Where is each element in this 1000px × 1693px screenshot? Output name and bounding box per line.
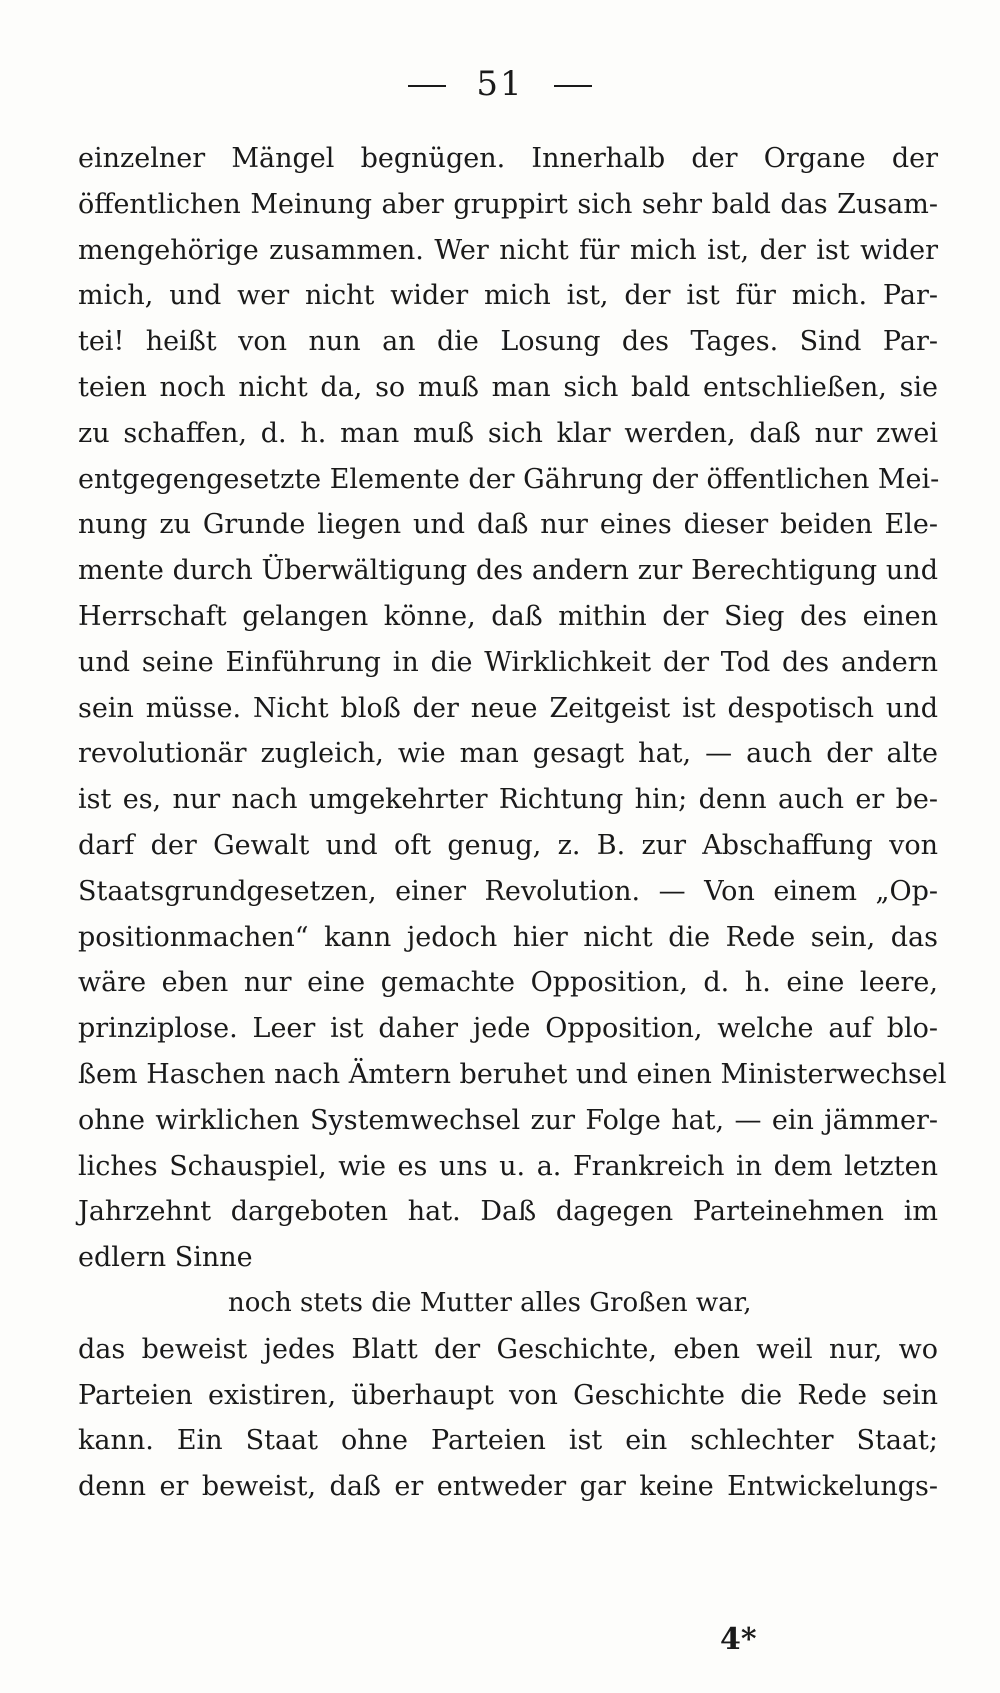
verse-quote: noch stets die Mutter alles Großen war, xyxy=(228,1287,752,1318)
text-line: zu schaffen, d. h. man muß sich klar werden, daß nur zwei xyxy=(78,417,938,449)
text-line: und seine Einführung in die Wirklichkeit der Tod des andern xyxy=(78,646,938,678)
left-dash xyxy=(408,85,446,87)
text-line: das beweist jedes Blatt der Geschichte, eben weil nur, wo xyxy=(78,1333,938,1365)
text-line: tei! heißt von nun an die Losung des Tages. Sind Par- xyxy=(78,326,938,358)
text-line: sein müsse. Nicht bloß der neue Zeitgeist ist despotisch und xyxy=(78,692,938,724)
text-line: kann. Ein Staat ohne Parteien ist ein schlechter Staat; xyxy=(78,1425,938,1457)
signature-mark: 4* xyxy=(720,1622,757,1657)
text-line: edlern Sinne xyxy=(78,1242,253,1274)
page-number: 51 xyxy=(476,64,524,104)
text-line: ist es, nur nach umgekehrter Richtung hin; denn auch er be- xyxy=(78,784,938,816)
text-line: Jahrzehnt dargeboten hat. Daß dagegen Parteinehmen im xyxy=(78,1196,938,1228)
text-line: mich, und wer nicht wider mich ist, der ist für mich. Par- xyxy=(78,280,938,312)
text-line: Herrschaft gelangen könne, daß mithin der Sieg des einen xyxy=(78,600,938,632)
text-line: denn er beweist, daß er entweder gar keine Entwickelungs- xyxy=(78,1471,938,1503)
text-line: öffentlichen Meinung aber gruppirt sich sehr bald das Zusam- xyxy=(78,188,938,220)
text-line: einzelner Mängel begnügen. Innerhalb der Organe der xyxy=(78,143,938,174)
text-line: Parteien existiren, überhaupt von Geschichte die Rede sein xyxy=(78,1379,938,1411)
text-line: liches Schauspiel, wie es uns u. a. Frankreich in dem letzten xyxy=(78,1150,938,1182)
text-line: ßem Haschen nach Ämtern beruhet und einen Ministerwechsel xyxy=(78,1058,947,1090)
text-line: nung zu Grunde liegen und daß nur eines dieser beiden Ele- xyxy=(78,509,938,541)
text-line: ohne wirklichen Systemwechsel zur Folge hat, — ein jämmer- xyxy=(78,1104,938,1136)
body-text xyxy=(78,136,947,1510)
text-line: Staatsgrundgesetzen, einer Revolution. — Von einem „Op- xyxy=(78,875,938,907)
text-line: mente durch Überwältigung des andern zur Berechtigung und xyxy=(78,555,938,587)
text-line: positionmachen“ kann jedoch hier nicht die Rede sein, das xyxy=(78,921,938,953)
text-line: wäre eben nur eine gemachte Opposition, d. h. eine leere, xyxy=(78,967,938,999)
text-line: prinziplose. Leer ist daher jede Opposition, welche auf blo- xyxy=(78,1013,938,1045)
page-header xyxy=(0,64,1000,104)
text-line: revolutionär zugleich, wie man gesagt hat, — auch der alte xyxy=(78,738,938,770)
text-line: darf der Gewalt und oft genug, z. B. zur Abschaffung von xyxy=(78,829,938,861)
text-line: mengehörige zusammen. Wer nicht für mich ist, der ist wider xyxy=(78,234,938,266)
right-dash xyxy=(554,85,592,87)
text-line: teien noch nicht da, so muß man sich bald entschließen, sie xyxy=(78,371,938,403)
text-line: entgegengesetzte Elemente der Gährung der öffentlichen Mei- xyxy=(78,463,940,495)
